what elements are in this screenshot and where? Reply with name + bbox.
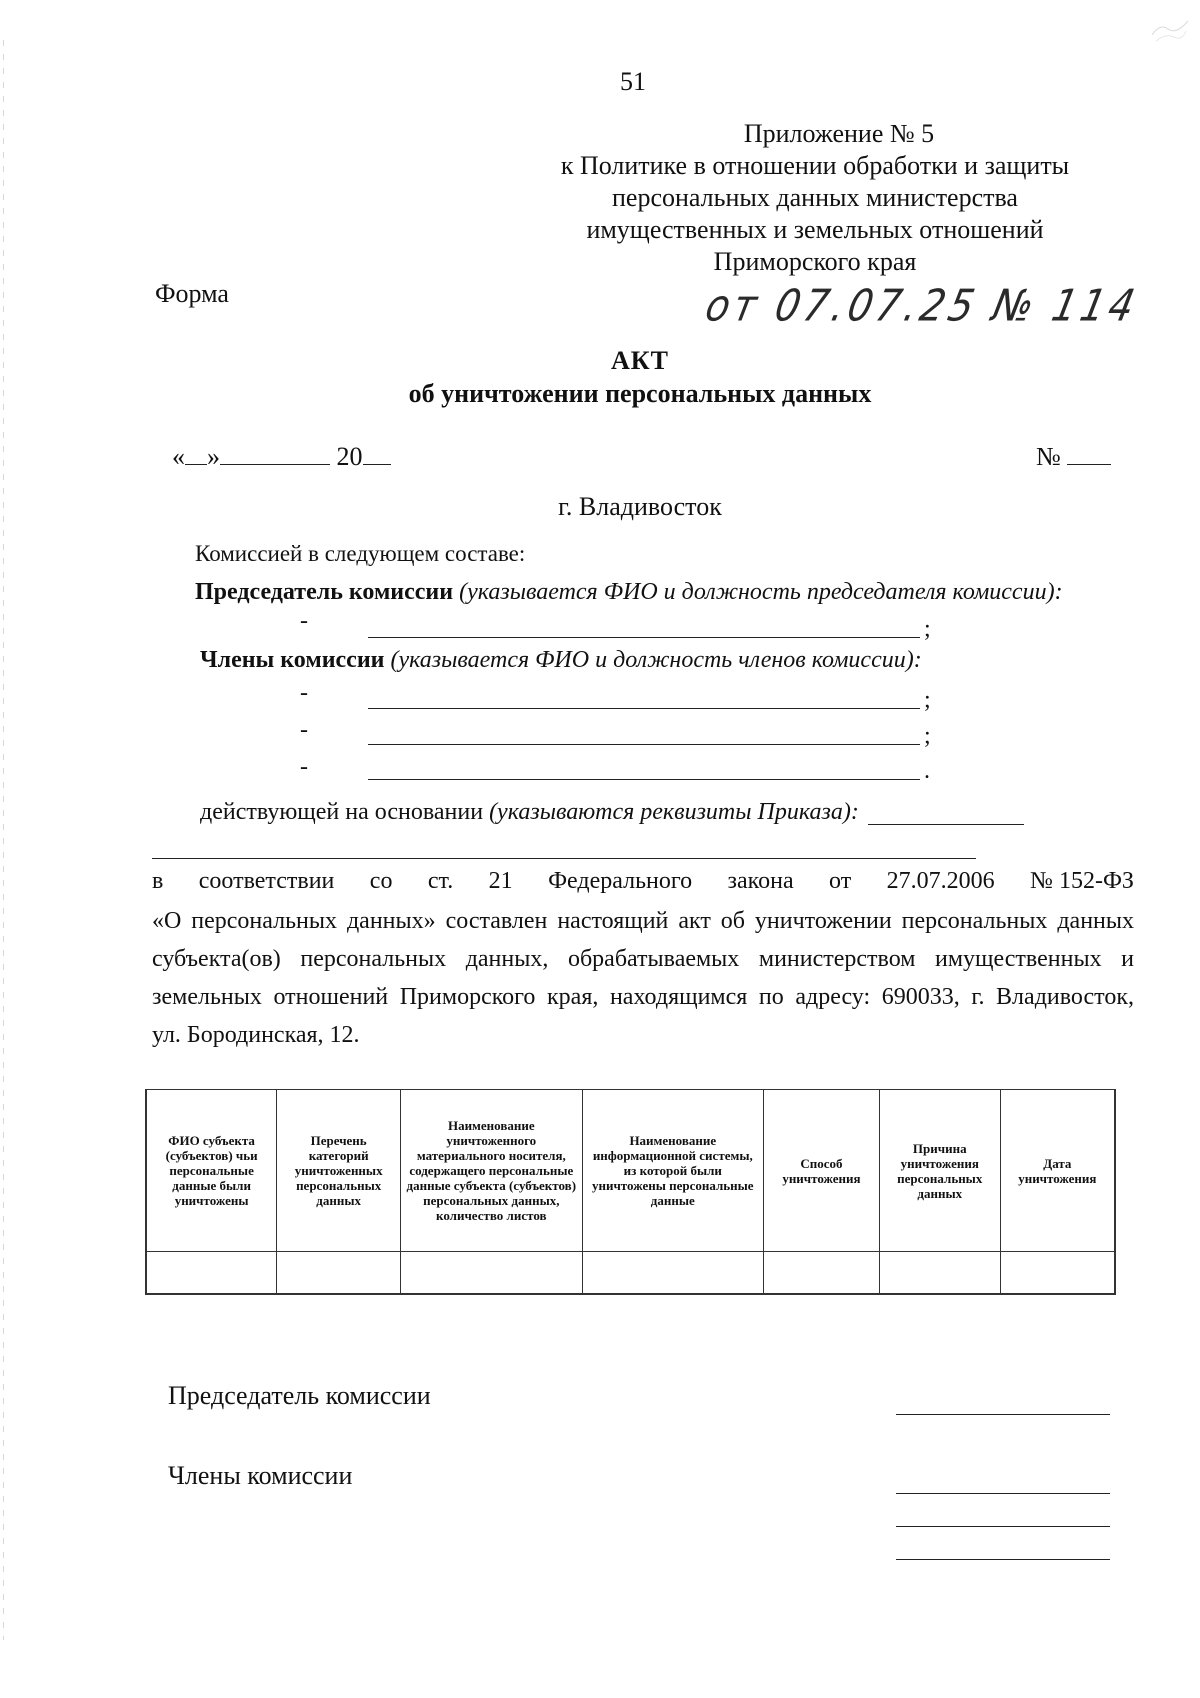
destruction-table (145, 1089, 1116, 1295)
appendix-title: Приложение № 5 (743, 119, 935, 148)
commission-intro: Комиссией в следующем составе: (195, 541, 526, 566)
table-cell[interactable] (1000, 1252, 1115, 1294)
scan-smudge (1150, 15, 1190, 45)
month-blank (220, 442, 330, 465)
word: со (369, 868, 393, 894)
word: 21 (488, 868, 513, 894)
signature-chairman-blank (896, 1414, 1110, 1415)
handwritten-order-number: от 07.07.25 № 114 (701, 280, 1143, 331)
word: соответствии (198, 868, 335, 894)
word: от (829, 868, 852, 894)
basis-blank-2 (152, 858, 976, 859)
body-line-4: земельных отношений Приморского края, находящимся по адресу: 690033, г. Владивосток, (152, 984, 1134, 1010)
table-cell[interactable] (764, 1252, 880, 1294)
member-1-blank (368, 708, 920, 709)
table-cell[interactable] (146, 1252, 277, 1294)
body-line-1 (152, 865, 1134, 898)
appendix-line-1: к Политике в отношении обработки и защиты (560, 151, 1070, 180)
word: закона (727, 868, 794, 894)
basis-row (200, 797, 859, 827)
chairman-hint: (указывается ФИО и должность председателя комиссии): (459, 579, 1063, 605)
col-header-data-categories: Перечень категорий уничтоженных персональных данных (277, 1090, 401, 1252)
table-cell[interactable] (277, 1252, 401, 1294)
year-blank (363, 442, 391, 465)
page-number: 51 (620, 67, 646, 96)
appendix-line-4: Приморского края (713, 247, 917, 276)
member-3-period: . (924, 758, 930, 784)
member-2-blank (368, 744, 920, 745)
date-line (172, 441, 391, 473)
member-3-blank (368, 779, 920, 780)
member-3-dash: - (300, 754, 308, 780)
appendix-line-3: имущественных и земельных отношений (586, 215, 1044, 244)
member-2-semicolon: ; (924, 723, 931, 749)
basis-blank-1 (868, 824, 1024, 825)
word: 27.07.2006 (886, 868, 995, 894)
city: г. Владивосток (558, 492, 722, 521)
col-header-method: Способ уничтожения (764, 1090, 880, 1252)
signature-member-2-blank (896, 1526, 1110, 1527)
quote-open: « (172, 442, 185, 471)
basis-hint: (указываются реквизиты Приказа): (489, 799, 859, 825)
members-hint: (указывается ФИО и должность членов комиссии): (390, 647, 922, 673)
chairman-semicolon: ; (924, 616, 931, 642)
member-1-semicolon: ; (924, 687, 931, 713)
signature-member-3-blank (896, 1559, 1110, 1560)
body-line-3: субъекта(ов) персональных данных, обрабатываемых министерством имущественных и (152, 946, 1134, 972)
word: Федерального (548, 868, 693, 894)
col-header-media: Наименование уничтоженного материального носителя, содержащего персональные данные субъекта (субъектов) персональных данных, количество листов (401, 1090, 582, 1252)
year-prefix: 20 (336, 442, 363, 471)
act-title: АКТ (611, 346, 669, 375)
chairman-label: Председатель комиссии (195, 579, 454, 605)
table-row (146, 1252, 1115, 1294)
table-cell[interactable] (401, 1252, 582, 1294)
number-blank (1067, 442, 1111, 465)
number-sign: № (1036, 442, 1061, 471)
body-line-2: «О персональных данных» составлен настоящий акт об уничтожении персональных данных (152, 908, 1134, 934)
members-label: Члены комиссии (200, 647, 385, 673)
col-header-reason: Причина уничтожения персональных данных (879, 1090, 1000, 1252)
member-1-dash: - (300, 680, 308, 706)
col-header-information-system: Наименование информационной системы, из которой были уничтожены персональные данные (582, 1090, 764, 1252)
appendix-line-2: персональных данных министерства (612, 183, 1018, 212)
signature-member-1-blank (896, 1493, 1110, 1494)
members-row (200, 645, 922, 675)
table-header-row (146, 1090, 1115, 1252)
chairman-blank (368, 637, 920, 638)
act-subtitle: об уничтожении персональных данных (408, 379, 872, 408)
appendix-block (520, 118, 1110, 278)
act-number (1036, 441, 1111, 473)
word: ст. (427, 868, 454, 894)
body-line-5: ул. Бородинская, 12. (152, 1022, 360, 1048)
basis-prefix: действующей на основании (200, 799, 484, 825)
chairman-row (195, 577, 1063, 607)
table-cell[interactable] (879, 1252, 1000, 1294)
form-label: Форма (155, 279, 229, 308)
quote-close: » (207, 442, 220, 471)
word: в (152, 868, 164, 894)
scan-edge-artifact (3, 40, 4, 1640)
word: № 152-ФЗ (1030, 868, 1134, 894)
table-cell[interactable] (582, 1252, 764, 1294)
col-header-date: Дата уничтожения (1000, 1090, 1115, 1252)
col-header-subject-name: ФИО субъекта (субъектов) чьи персональные данные были уничтожены (146, 1090, 277, 1252)
chairman-dash: - (300, 608, 308, 634)
signature-members-label: Члены комиссии (168, 1461, 353, 1490)
signature-chairman-label: Председатель комиссии (168, 1381, 431, 1410)
member-2-dash: - (300, 717, 308, 743)
